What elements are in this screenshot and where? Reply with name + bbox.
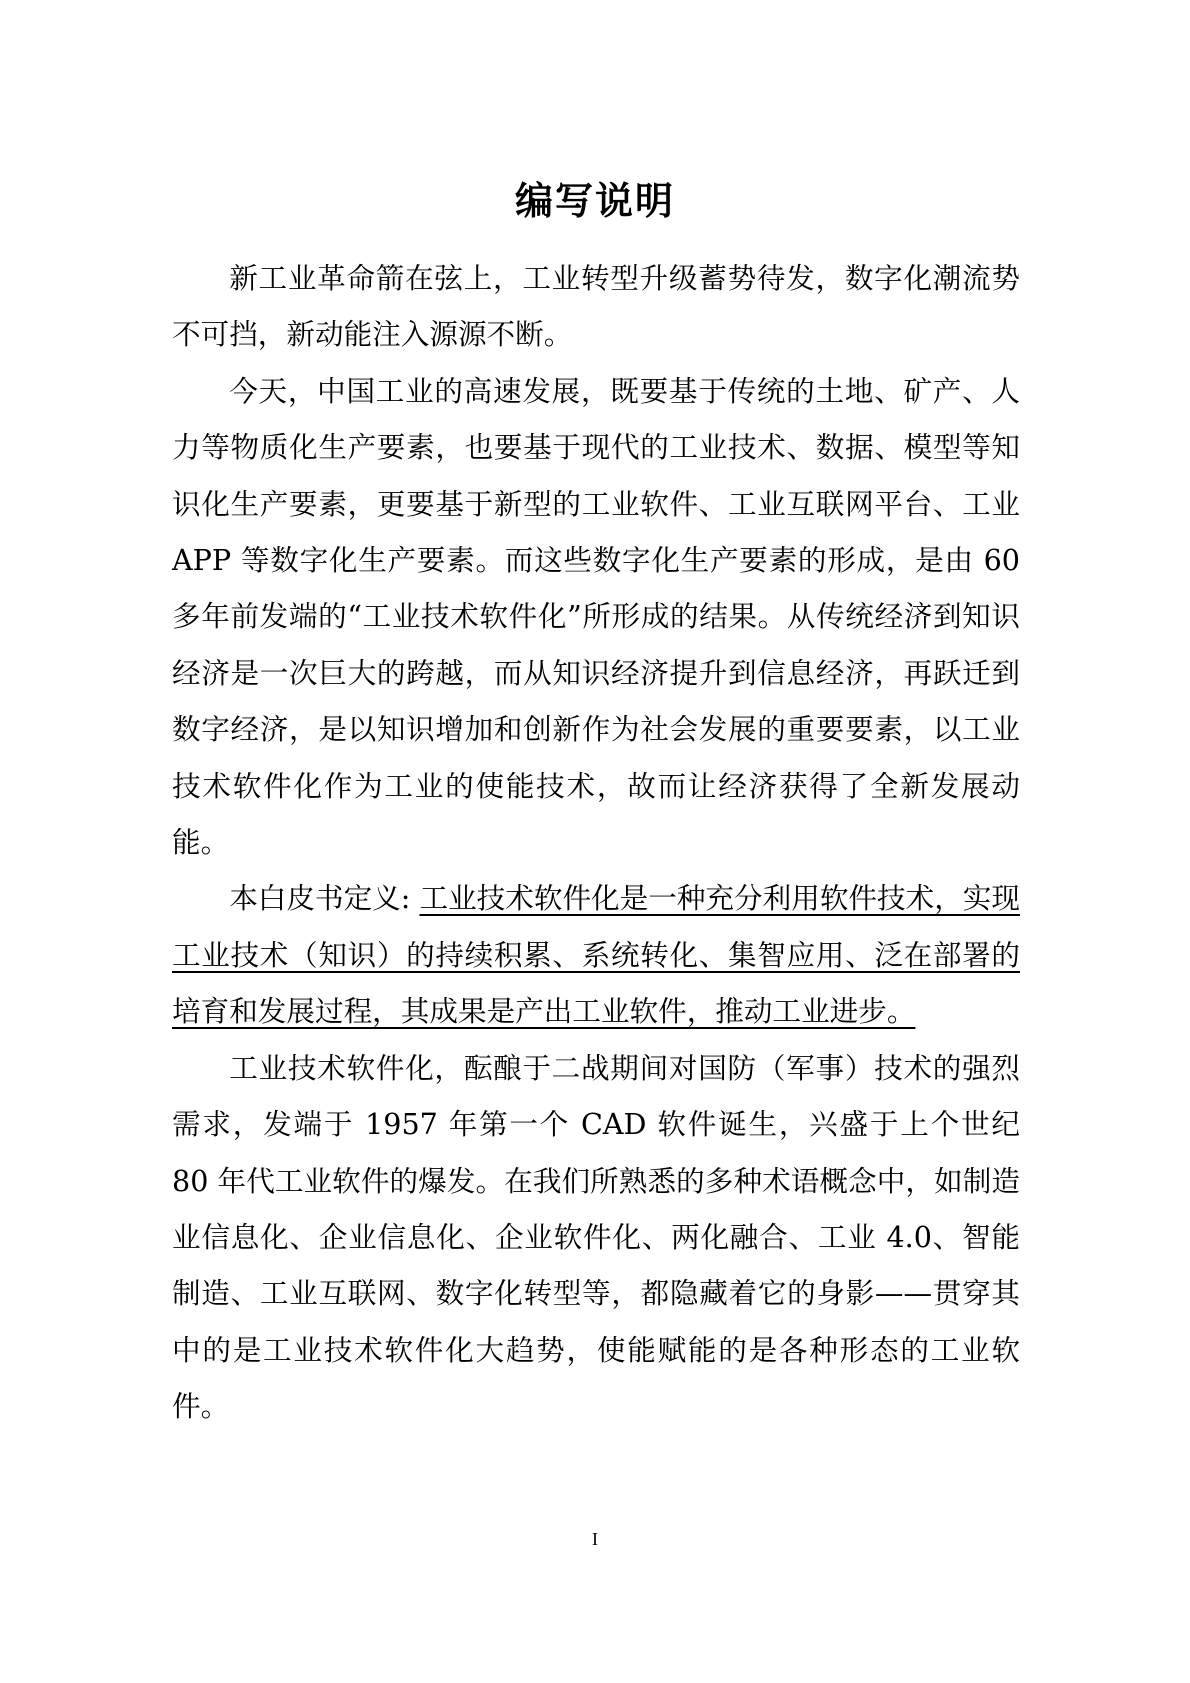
paragraph-production-factors: 今天，中国工业的高速发展，既要基于传统的土地、矿产、人力等物质化生产要素，也要基于现代的工业技术、数据、模型等知识化生产要素，更要基于新型的工业软件、工业互联网平台、工业 APP 等数字化生产要素。而这些数字化生产要素的形成，是由 60 多年前发端的“工业技术软件化”所形成的结果。从传统经济到知识经济是一次巨大的跨越，而从知识经济提升到信息经济，再跃迁到数字经济，是以知识增加和创新作为社会发展的重要要素，以工业技术软件化作为工业的使能技术，故而让经济获得了全新发展动能。 — [172, 373, 1020, 860]
definition-lead: 本白皮书定义: — [229, 881, 420, 916]
document-body — [172, 250, 1020, 1435]
page-title: 编写说明 — [514, 179, 675, 223]
paragraph-definition — [172, 870, 1020, 1039]
page-number: I — [592, 1529, 598, 1549]
definition-text: 工业技术软件化是一种充分利用软件技术，实现工业技术（知识）的持续积累、系统转化、集智应用、泛在部署的培育和发展过程，其成果是产出工业软件，推动工业进步。 — [172, 881, 1020, 1029]
paragraph-intro: 新工业革命箭在弦上，工业转型升级蓄势待发，数字化潮流势不可挡，新动能注入源源不断。 — [172, 261, 1020, 352]
paragraph-history: 工业技术软件化，酝酿于二战期间对国防（军事）技术的强烈需求，发端于 1957 年第一个 CAD 软件诞生，兴盛于上个世纪 80 年代工业软件的爆发。在我们所熟悉的多种术语概念中，如制造业信息化、企业信息化、企业软件化、两化融合、工业 4.0、智能制造、工业互联网、数字化转型等，都隐藏着它的身影——贯穿其中的是工业技术软件化大趋势，使能赋能的是各种形态的工业软件。 — [172, 1050, 1020, 1424]
